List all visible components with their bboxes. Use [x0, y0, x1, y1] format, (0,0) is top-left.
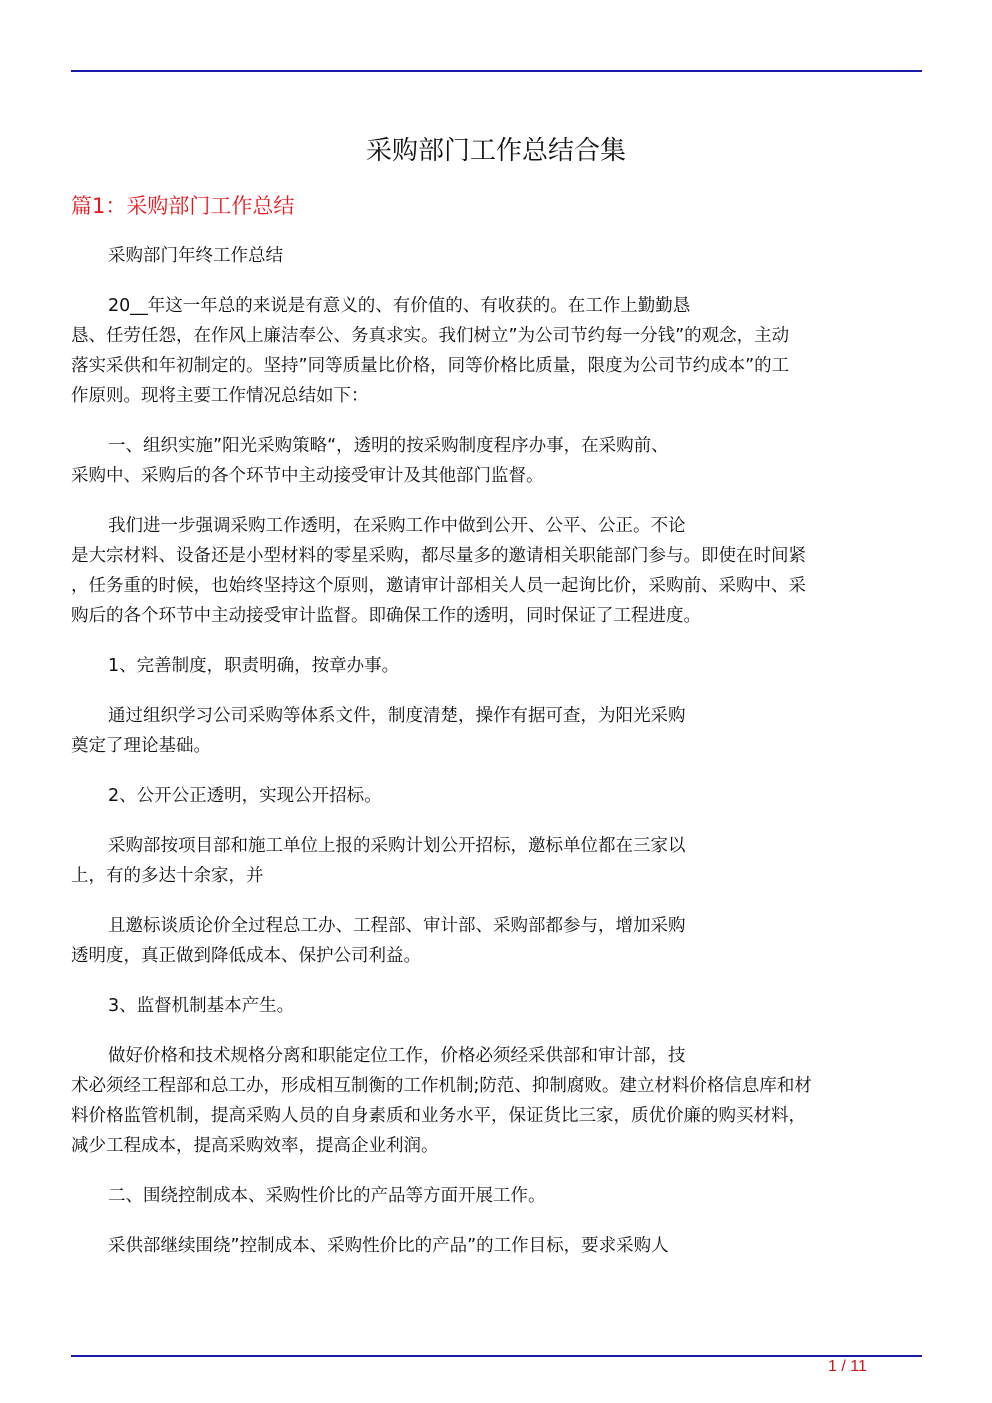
paragraph-line: 2、公开公正透明，实现公开招标。 — [108, 786, 382, 806]
header-rule — [71, 70, 922, 72]
paragraph — [71, 291, 922, 411]
paragraph-line: 通过组织学习公司采购等体系文件，制度清楚，操作有据可查，为阳光采购 — [108, 706, 686, 726]
paragraph-line: 恳、任劳任怨，在作风上廉洁奉公、务真求实。我们树立”为公司节约每一分钱”的观念，主动 — [71, 326, 790, 346]
paragraph-line: 我们进一步强调采购工作透明，在采购工作中做到公开、公平、公正。不论 — [108, 516, 686, 536]
paragraph — [71, 511, 922, 631]
footer-rule — [71, 1355, 922, 1357]
paragraph-line: 1、完善制度，职责明确，按章办事。 — [108, 656, 400, 676]
paragraph — [71, 431, 922, 491]
paragraph — [71, 831, 922, 891]
paragraph-line: 是大宗材料、设备还是小型材料的零星采购，都尽量多的邀请相关职能部门参与。即使在时间紧 — [71, 546, 806, 566]
paragraph — [71, 1231, 922, 1261]
page-number: 1 / 11 — [828, 1358, 867, 1375]
paragraph — [71, 1041, 922, 1161]
paragraph-line: 落实采供和年初制定的。坚持”同等质量比价格，同等价格比质量，限度为公司节约成本”的工 — [71, 356, 790, 376]
document-title: 采购部门工作总结合集 — [365, 136, 626, 166]
paragraph-line: 采供部继续围绕”控制成本、采购性价比的产品”的工作目标，要求采购人 — [108, 1236, 669, 1256]
document-body — [71, 241, 922, 1281]
paragraph-line: 采购部门年终工作总结 — [108, 246, 283, 266]
paragraph-line: 一、组织实施”阳光采购策略“，透明的按采购制度程序办事，在采购前、 — [108, 436, 669, 456]
paragraph-line: 作原则。现将主要工作情况总结如下： — [71, 386, 369, 406]
paragraph-line: 20__年这一年总的来说是有意义的、有价值的、有收获的。在工作上勤勤恳 — [108, 296, 691, 316]
paragraph-line: 减少工程成本，提高采购效率，提高企业利润。 — [71, 1136, 439, 1156]
paragraph-line: 采购中、采购后的各个环节中主动接受审计及其他部门监督。 — [71, 466, 544, 486]
paragraph — [71, 701, 922, 761]
paragraph — [71, 991, 922, 1021]
paragraph — [71, 911, 922, 971]
paragraph — [71, 781, 922, 811]
paragraph-line: 透明度，真正做到降低成本、保护公司利益。 — [71, 946, 421, 966]
paragraph-line: 料价格监管机制，提高采购人员的自身素质和业务水平，保证货比三家，质优价廉的购买材料， — [71, 1106, 806, 1126]
paragraph-line: 上，有的多达十余家，并 — [71, 866, 264, 886]
paragraph-line: 3、监督机制基本产生。 — [108, 996, 295, 1016]
paragraph — [71, 651, 922, 681]
paragraph-line: 采购部按项目部和施工单位上报的采购计划公开招标，邀标单位都在三家以 — [108, 836, 686, 856]
paragraph-line: ，任务重的时候，也始终坚持这个原则，邀请审计部相关人员一起询比价，采购前、采购中、采 — [71, 576, 806, 596]
paragraph — [71, 241, 922, 271]
paragraph-line: 做好价格和技术规格分离和职能定位工作，价格必须经采供部和审计部，技 — [108, 1046, 686, 1066]
paragraph-line: 二、围绕控制成本、采购性价比的产品等方面开展工作。 — [108, 1186, 546, 1206]
paragraph-line: 术必须经工程部和总工办，形成相互制衡的工作机制;防范、抑制腐败。建立材料价格信息库和材 — [71, 1076, 812, 1096]
paragraph-line: 且邀标谈质论价全过程总工办、工程部、审计部、采购部都参与，增加采购 — [108, 916, 686, 936]
paragraph-line: 奠定了理论基础。 — [71, 736, 211, 756]
paragraph-line: 购后的各个环节中主动接受审计监督。即确保工作的透明，同时保证了工程进度。 — [71, 606, 701, 626]
section-heading: 篇1：采购部门工作总结 — [71, 194, 295, 218]
paragraph — [71, 1181, 922, 1211]
